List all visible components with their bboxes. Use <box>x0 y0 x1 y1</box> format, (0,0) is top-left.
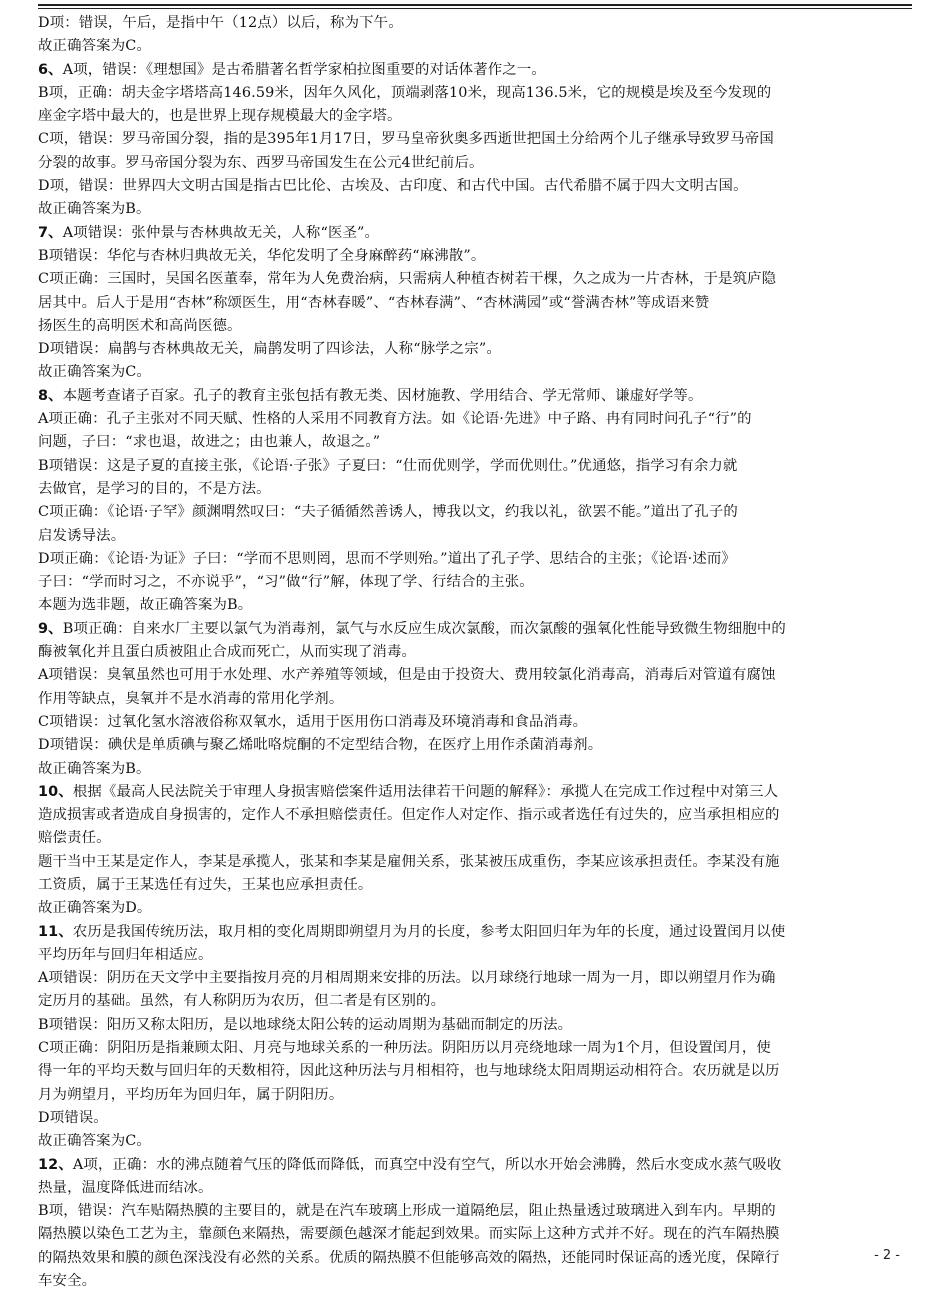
paragraph <box>38 758 910 781</box>
text-line: 分裂的故事。罗马帝国分裂为东、西罗马帝国发生在公元4世纪前后。 <box>38 154 484 171</box>
question-number: 8、 <box>38 387 63 404</box>
text-line: 造成损害或者造成自身损害的，定作人不承担赔偿责任。但定作人对定作、指示或者选任有过失的，应当承担相应的 <box>38 807 780 824</box>
text-line: 隔热膜以染色工艺为主，靠颜色来隔热，需要颜色越深才能起到效果。而实际上这种方式并不好。现在的汽车隔热膜 <box>38 1226 780 1243</box>
paragraph <box>38 851 910 898</box>
paragraph <box>38 268 910 338</box>
paragraph <box>38 198 910 221</box>
paragraph <box>38 82 910 129</box>
text-line: 子曰：“学而时习之，不亦说乎”，“习”做“行”解，体现了学、行结合的主张。 <box>38 574 534 591</box>
paragraph <box>38 35 910 58</box>
text-line: 12、A项，正确：水的沸点随着气压的降低而降低，而真空中没有空气，所以水开始会沸腾，然后水变成水蒸气吸收 <box>38 1156 782 1173</box>
text-line: C项正确：阴阳历是指兼顾太阳、月亮与地球关系的一种历法。阴阳历以月亮绕地球一周为1个月，但设置闰月，使 <box>38 1040 771 1057</box>
text-line: C项，错误：罗马帝国分裂，指的是395年1月17日，罗马皇帝狄奥多西逝世把国土分给两个儿子继承导致罗马帝国 <box>38 131 774 148</box>
paragraph <box>38 921 910 968</box>
paragraph <box>38 664 910 711</box>
paragraph <box>38 618 910 665</box>
text-line: 定历月的基础。虽然，有人称阴历为农历，但二者是有区别的。 <box>38 993 446 1010</box>
text-line: C项正确：《论语·子罕》颜渊喟然叹曰：“夫子循循然善诱人，博我以文，约我以礼，欲罢不能。”道出了孔子的 <box>38 504 738 521</box>
text-line: 故正确答案为C。 <box>38 1133 151 1150</box>
text-line: 9、B项正确：自来水厂主要以氯气为消毒剂，氯气与水反应生成次氯酸，而次氯酸的强氧化性能导致微生物细胞中的 <box>38 620 786 637</box>
text-line: 故正确答案为B。 <box>38 201 151 218</box>
paragraph <box>38 245 910 268</box>
text-line: 得一年的平均天数与回归年的天数相符，因此这种历法与月相相符，也与地球绕太阳周期运动相符合。农历就是以历 <box>38 1063 780 1080</box>
paragraph <box>38 361 910 384</box>
question-number: 12、 <box>38 1156 73 1173</box>
paragraph <box>38 59 910 82</box>
text-line: D项：错误，午后，是指中午（12点）以后，称为下午。 <box>38 15 403 31</box>
text-line: A项错误：臭氧虽然也可用于水处理、水产养殖等领域，但是由于投资大、费用较氯化消毒高，消毒后对管道有腐蚀 <box>38 667 776 684</box>
text-line: 故正确答案为C。 <box>38 38 151 55</box>
text-line: 平均历年与回归年相适应。 <box>38 946 213 963</box>
header-rule <box>38 4 912 9</box>
question-number: 10、 <box>38 783 73 800</box>
text-line: 酶被氧化并且蛋白质被阻止合成而死亡，从而实现了消毒。 <box>38 644 417 661</box>
text-line: 本题为选非题，故正确答案为B。 <box>38 597 253 614</box>
question-number: 9、 <box>38 620 63 637</box>
question-number: 11、 <box>38 923 73 940</box>
paragraph <box>38 1037 910 1107</box>
text-line: 6、A项，错误：《理想国》是古希腊著名哲学家柏拉图重要的对话体著作之一。 <box>38 61 546 78</box>
text-line: 月为朔望月，平均历年为回归年，属于阴阳历。 <box>38 1086 344 1103</box>
paragraph <box>38 711 910 734</box>
paragraph <box>38 338 910 361</box>
text-line: 去做官，是学习的目的，不是方法。 <box>38 480 271 497</box>
paragraph <box>38 385 910 408</box>
text-line: 作用等缺点，臭氧并不是水消毒的常用化学剂。 <box>38 690 344 707</box>
paragraph <box>38 408 910 455</box>
paragraph <box>38 548 910 595</box>
paragraph <box>38 128 910 175</box>
text-line: 7、A项错误：张仲景与杏林典故无关，人称“医圣”。 <box>38 224 380 241</box>
document-body <box>38 12 910 1293</box>
paragraph <box>38 781 910 851</box>
text-line: 8、本题考查诸子百家。孔子的教育主张包括有教无类、因材施教、学用结合、学无常师、谦虚好学等。 <box>38 387 703 404</box>
text-line: 10、根据《最高人民法院关于审理人身损害赔偿案件适用法律若干问题的解释》：承揽人在完成工作过程中对第三人 <box>38 783 779 800</box>
text-line: 问题，子曰：“求也退，故进之；由也兼人，故退之。” <box>38 434 381 451</box>
text-line: C项错误：过氧化氢水溶液俗称双氧水，适用于医用伤口消毒及环境消毒和食品消毒。 <box>38 713 588 730</box>
text-line: 工资质，属于王某选任有过失，王某也应承担责任。 <box>38 876 373 893</box>
paragraph <box>38 1107 910 1130</box>
paragraph <box>38 175 910 198</box>
text-line: 扬医生的高明医术和高尚医德。 <box>38 317 242 334</box>
text-line: 车安全。 <box>38 1273 97 1290</box>
text-line: 赔偿责任。 <box>38 830 111 847</box>
text-line: 热量，温度降低进而结冰。 <box>38 1179 213 1196</box>
text-line: D项错误：碘伏是单质碘与聚乙烯吡咯烷酮的不定型结合物，在医疗上用作杀菌消毒剂。 <box>38 737 603 754</box>
text-line: 11、农历是我国传统历法，取月相的变化周期即朔望月为月的长度，参考太阳回归年为年的长度，通过设置闰月以使 <box>38 923 786 940</box>
text-line: 座金字塔中最大的，也是世界上现存规模最大的金字塔。 <box>38 108 402 125</box>
text-line: 题干当中王某是定作人，李某是承揽人，张某和李某是雇佣关系，张某被压成重伤，李某应该承担责任。李某没有施 <box>38 853 780 870</box>
paragraph <box>38 734 910 757</box>
text-line: D项错误：扁鹊与杏林典故无关，扁鹊发明了四诊法，人称“脉学之宗”。 <box>38 341 501 358</box>
text-line: 的隔热效果和膜的颜色深浅没有必然的关系。优质的隔热膜不但能够高效的隔热，还能同时保证高的透光度，保障行 <box>38 1249 780 1266</box>
text-line: D项，错误：世界四大文明古国是指古巴比伦、古埃及、古印度、和古代中国。古代希腊不属于四大文明古国。 <box>38 178 748 195</box>
text-line: 居其中。后人于是用“杏林”称颂医生，用“杏林春暖”、“杏林春满”、“杏林满园”或“誉满杏林”等成语来赞 <box>38 294 710 311</box>
text-line: A项错误：阴历在天文学中主要指按月亮的月相周期来安排的历法。以月球绕行地球一周为一月，即以朔望月作为确 <box>38 970 776 987</box>
text-line: B项，正确：胡夫金字塔塔高146.59米，因年久风化，顶端剥落10米，现高136.5米，它的规模是埃及至今发现的 <box>38 84 772 101</box>
text-line: 故正确答案为D。 <box>38 900 152 917</box>
page-number: - 2 - <box>874 1248 900 1263</box>
text-line: A项正确：孔子主张对不同天赋、性格的人采用不同教育方法。如《论语·先进》中子路、冉有同时问孔子“行”的 <box>38 411 752 428</box>
paragraph <box>38 1200 910 1293</box>
text-line: D项错误。 <box>38 1109 108 1126</box>
paragraph <box>38 501 910 548</box>
text-line: B项错误：这是子夏的直接主张，《论语·子张》子夏曰：“仕而优则学，学而优则仕。”优通悠，指学习有余力就 <box>38 457 738 474</box>
paragraph <box>38 1014 910 1037</box>
paragraph <box>38 1130 910 1153</box>
question-number: 7、 <box>38 224 63 241</box>
text-line: 启发诱导法。 <box>38 527 126 544</box>
text-line: D项正确：《论语·为证》子曰：“学而不思则罔，思而不学则殆。”道出了孔子学、思结合的主张；《论语·述而》 <box>38 550 736 567</box>
paragraph <box>38 897 910 920</box>
text-line: B项错误：华佗与杏林归典故无关，华佗发明了全身麻醉药“麻沸散”。 <box>38 247 486 264</box>
paragraph <box>38 1154 910 1201</box>
text-line: B项错误：阳历又称太阳历，是以地球绕太阳公转的运动周期为基础而制定的历法。 <box>38 1016 573 1033</box>
paragraph <box>38 12 910 35</box>
paragraph <box>38 222 910 245</box>
text-line: 故正确答案为C。 <box>38 364 151 381</box>
paragraph <box>38 594 910 617</box>
text-line: C项正确：三国时，吴国名医董奉，常年为人免费治病，只需病人种植杏树若干棵，久之成为一片杏林，于是筑庐隐 <box>38 271 777 288</box>
question-number: 6、 <box>38 61 63 78</box>
paragraph <box>38 455 910 502</box>
paragraph <box>38 967 910 1014</box>
text-line: B项，错误：汽车贴隔热膜的主要目的，就是在汽车玻璃上形成一道隔绝层，阻止热量透过玻璃进入到车内。早期的 <box>38 1203 776 1220</box>
text-line: 故正确答案为B。 <box>38 760 151 777</box>
